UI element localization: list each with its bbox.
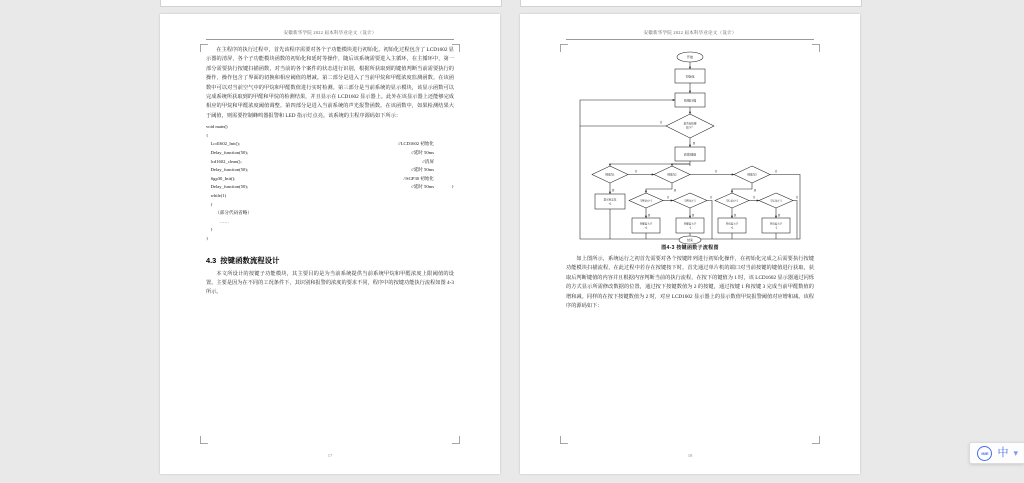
- flow-edge-label-no-6: 否: [709, 196, 713, 199]
- header-rule-left: [206, 39, 454, 40]
- code-tail: [440, 226, 454, 235]
- flow-edge-label-no-4: 否: [774, 170, 778, 173]
- flow-label-out-c: 甲烷值大于: [725, 222, 739, 226]
- code-tail: }: [451, 184, 454, 190]
- code-comment: //延时 50ms: [411, 184, 434, 190]
- code-text: void main(): [206, 124, 228, 130]
- code-comment: //延时 50ms: [411, 167, 434, 173]
- code-tail: [440, 123, 454, 132]
- code-line: [206, 201, 454, 210]
- flow-label-decision-pressed-2: 按下？: [686, 126, 694, 130]
- page-left-body: [206, 46, 454, 299]
- code-line: [206, 175, 454, 184]
- flow-label-end: 结束: [687, 238, 693, 243]
- code-text: }: [206, 235, 209, 241]
- flow-edge-label-no-8: 否: [795, 196, 799, 199]
- page-number-left: 17: [327, 453, 333, 458]
- flow-label-start: 开始: [686, 55, 694, 60]
- code-text: }: [206, 227, 213, 233]
- code-text: Lcd1602_Init();: [206, 141, 240, 147]
- crop-mark: [200, 443, 208, 444]
- flow-edge-label-yes-2: 是: [611, 189, 615, 192]
- code-text: Delay_function(50);: [206, 167, 249, 173]
- code-tail: [440, 132, 454, 141]
- flow-label-out-a: 甲醛值大于: [639, 222, 653, 226]
- flow-edge-label-yes: 是: [692, 142, 696, 145]
- code-line: [206, 192, 454, 201]
- crop-mark: [200, 44, 201, 52]
- flow-label-init: 初始化: [685, 74, 695, 79]
- flow-label-get-value: 获取键值: [683, 152, 697, 157]
- code-line: [206, 166, 454, 175]
- crop-mark: [560, 44, 568, 45]
- code-line: [206, 226, 454, 235]
- flow-edge-label-yes-3: 是: [673, 189, 677, 192]
- code-text: while(1): [206, 193, 227, 198]
- flow-edge-label-yes-7: 是: [733, 214, 737, 217]
- flow-label-branch3: 键值为3: [747, 173, 757, 177]
- code-text: lcd1602_clean();: [206, 158, 242, 164]
- code-text: {: [206, 201, 213, 207]
- code-text: ……: [206, 218, 229, 224]
- flow-edge-label-no-2: 否: [634, 170, 638, 173]
- code-text: Sgp30_Init();: [206, 175, 236, 181]
- flow-edge-label-yes-6: 是: [691, 214, 695, 217]
- code-tail: [440, 140, 454, 149]
- crop-mark: [560, 436, 561, 444]
- crop-mark: [819, 436, 820, 444]
- code-line: [206, 123, 454, 132]
- code-tail: [440, 192, 454, 201]
- flow-label-scan: 按键扫描: [683, 98, 697, 103]
- code-tail: [440, 235, 454, 244]
- crop-mark: [459, 44, 460, 52]
- code-line: [206, 140, 454, 149]
- code-comment: //SGP30 初始化: [403, 175, 434, 181]
- code-tail: [440, 218, 454, 227]
- code-tail: [440, 158, 454, 167]
- crop-mark: [819, 44, 820, 52]
- flow-edge-label-no-3: 否: [714, 170, 718, 173]
- crop-mark: [459, 436, 460, 444]
- flow-node-out-b: [676, 218, 704, 233]
- code-tail: [440, 201, 454, 210]
- flow-label-sub-b: 甲醛浓度-1: [684, 200, 696, 203]
- flow-label-out-c-2: +1: [730, 226, 734, 230]
- code-comment: //清屏: [422, 158, 434, 164]
- flow-label-result1: 显示标志位: [603, 198, 617, 202]
- flow-label-sub-a: 甲醛浓度+1: [640, 200, 652, 203]
- flow-label-decision-pressed: 是否有按键: [683, 122, 697, 126]
- code-text: Delay_function(50);: [206, 184, 249, 190]
- ime-status-bar[interactable]: [969, 442, 1024, 464]
- code-line: [206, 158, 454, 167]
- previous-page-sliver-left: [160, 0, 502, 7]
- flow-label-out-d-2: -1: [774, 226, 778, 230]
- code-text: （部分代码省略）: [206, 210, 252, 216]
- page-right-body: [566, 46, 814, 313]
- paragraph-main-program: 在主程序的执行过程中，首先该程序需要对各个子功能模块进行初始化。初始化过程包含了 LCD1602 显示器的清屏，各个子功能模块函数的初始化和延时等操作，随后该系统需要进入主循环，在主循环中，第一部分需要执行按键扫描函数，对当前的各个案件的状态进行识别，根据所获取到的键值判断当前需要执行的操作，操作包含了界面的切换和相应阈值的增减。第二部分是进入了当前甲烷和甲醛浓度监测函数。在该函数中可以对当前空气中的甲烷和甲醛数值进行实时检测。第三部分是当前系统的显示模块，该显示函数可以完成系统所获取到的甲醛和甲烷的检测结果，并且显示在 LCD1602 显示器上。此外在该显示器上还能够完成相应的甲烷和甲醛浓度阈值调整。第四部分是进入当前系统的声光报警函数。在该函数中，如果检测结果大于阈值，则需要控制蜂鸣器报警和 LED 指示灯点亮。该系统的主程序源码如下所示：: [206, 47, 454, 119]
- crop-mark: [200, 436, 201, 444]
- flow-node-result1: [595, 194, 625, 209]
- page-left[interactable]: [160, 14, 500, 474]
- paragraph-key-function: 本文所设计的按键子功能模块，其主要目的是为当前系统提供当前系统甲烷和甲醛浓度上限阈值的设置。主要是因为在不同的工况条件下，其识别和报警的浓度的要求不同，程序中的按键功能执行流程如图 4-3 所示。: [206, 270, 454, 296]
- flow-edge-label-yes-5: 是: [647, 214, 651, 217]
- section-number: 4.3: [206, 255, 217, 265]
- flow-node-out-c: [718, 218, 746, 233]
- crop-mark: [200, 44, 208, 45]
- flow-edge-label-no-5: 否: [666, 196, 670, 199]
- code-tail: [440, 166, 454, 175]
- figure-caption: 图4-3 按键函数子流程图: [661, 245, 719, 251]
- flow-edge-label-yes-4: 是: [753, 189, 757, 192]
- flow-label-out-b: 甲醛值大于: [683, 222, 697, 226]
- previous-page-sliver-right: [520, 0, 862, 7]
- flow-label-out-b-2: -1: [688, 226, 692, 230]
- code-line: [206, 183, 454, 192]
- header-rule-right: [566, 39, 814, 40]
- flow-edge-label-no: 否: [659, 121, 663, 124]
- code-comment: //延时 50ms: [411, 150, 434, 156]
- code-tail: [440, 175, 454, 184]
- crop-mark: [560, 44, 561, 52]
- flowchart-key-function: [566, 48, 814, 244]
- flow-edge-label-yes-8: 是: [777, 214, 781, 217]
- page-header-left: 安徽新华学院 2022 届本科毕业论文（设计）: [283, 30, 377, 35]
- code-block-main: [206, 123, 454, 243]
- flow-node-out-d: [762, 218, 790, 233]
- page-right[interactable]: [520, 14, 860, 474]
- ime-chevron-down-icon[interactable]: ▾: [1013, 447, 1018, 458]
- code-tail: [440, 209, 454, 218]
- flow-label-branch2: 键值为2: [667, 173, 677, 177]
- flow-label-sub-c: 甲烷浓度+1: [726, 200, 738, 203]
- code-tail: [440, 149, 454, 158]
- flow-label-result1-2: +1: [608, 202, 612, 206]
- code-comment: //LCD1602 初始化: [398, 141, 434, 147]
- flow-label-sub-d: 甲烷浓度-1: [770, 200, 782, 203]
- flow-label-out-a-2: +1: [644, 226, 648, 230]
- code-line: [206, 218, 454, 227]
- code-text: Delay_function(50);: [206, 150, 249, 156]
- code-line: [206, 209, 454, 218]
- page-header-right: 安徽新华学院 2022 届本科毕业论文（设计）: [643, 30, 737, 35]
- crop-mark: [560, 443, 568, 444]
- code-line: [206, 132, 454, 141]
- code-line: [206, 149, 454, 158]
- code-text: {: [206, 132, 209, 138]
- flow-node-out-a: [632, 218, 660, 233]
- flow-label-branch1: 键值为1: [605, 173, 615, 177]
- page-number-right: 18: [687, 453, 693, 458]
- ime-logo-icon[interactable]: IME: [977, 446, 992, 461]
- code-line: [206, 235, 454, 244]
- flow-edge-label-no-7: 否: [752, 196, 756, 199]
- paragraph-flow-explanation: 如上图所示，系统运行之初首先需要对各个按键阵列进行初始化操作，在初始化完成之后需要执行按键功能模块扫描流程，在此过程中若存在按键按下时。首先通过单片机的端口对当前按键的键值进行获取，获取后判断键值的内容并且根据内容判断当前的执行流程，在按下的键值为 1 时，该 LCD1602 显示器通过闪烁的方式显示所需修改数据的位置，通过按下按键数值为 2 的按键，通过按键 1 和按键 3 完成当前甲醛数值的增和减。同样的在按下按键数值为 2 时，对应 LCD1602 显示器上的显示数值甲烷报警阈值对应增和减。该程序的源码如下：: [566, 256, 814, 310]
- section-heading-4-3: [206, 255, 454, 266]
- flow-label-out-d: 甲烷值大于: [769, 222, 783, 226]
- ime-mode-indicator[interactable]: 中: [997, 446, 1009, 459]
- section-title: 按键函数流程设计: [220, 255, 280, 265]
